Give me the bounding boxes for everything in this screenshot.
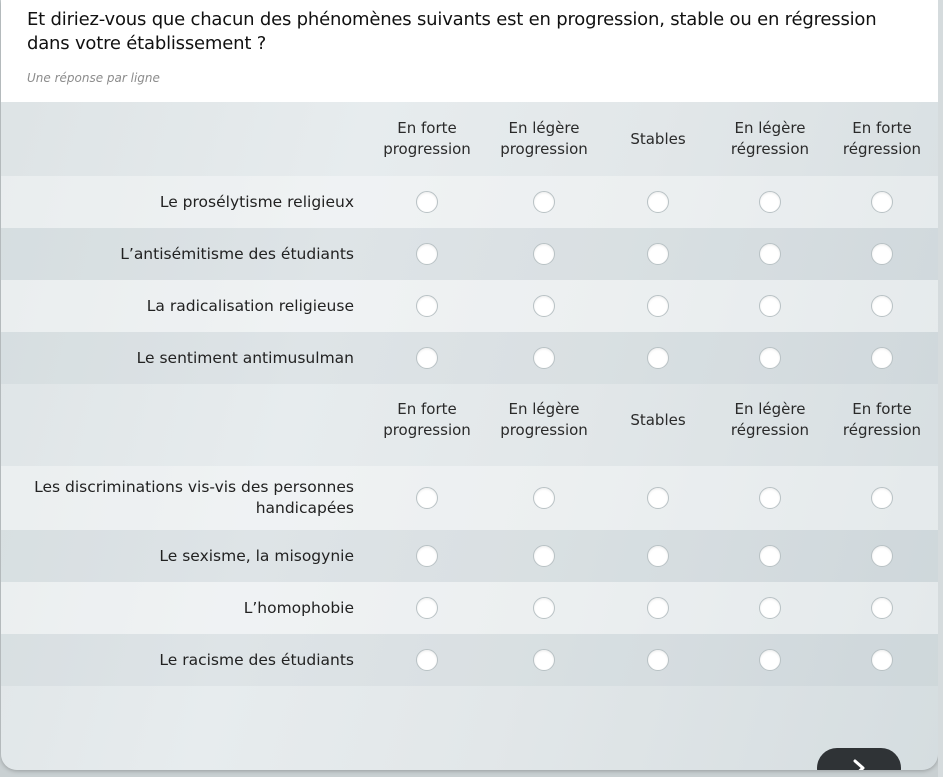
question-row: [1, 530, 938, 582]
question-header: [1, 0, 938, 102]
next-button[interactable]: [817, 748, 901, 770]
radio-option[interactable]: [533, 545, 555, 567]
question-row: [1, 176, 938, 228]
radio-option[interactable]: [416, 295, 438, 317]
radio-option[interactable]: [533, 243, 555, 265]
radio-option[interactable]: [533, 487, 555, 509]
radio-option[interactable]: [871, 295, 893, 317]
radio-option[interactable]: [416, 243, 438, 265]
scrollbar[interactable]: [938, 0, 943, 777]
radio-option[interactable]: [759, 191, 781, 213]
question-row: [1, 332, 938, 384]
radio-option[interactable]: [416, 649, 438, 671]
column-header: En légère progression: [500, 400, 588, 439]
radio-option[interactable]: [416, 487, 438, 509]
row-label: L’homophobie: [243, 598, 354, 617]
question-hint: Une réponse par ligne: [27, 71, 160, 85]
radio-option[interactable]: [533, 347, 555, 369]
radio-option[interactable]: [533, 597, 555, 619]
radio-option[interactable]: [647, 545, 669, 567]
question-row: [1, 280, 938, 332]
radio-option[interactable]: [759, 243, 781, 265]
radio-option[interactable]: [871, 191, 893, 213]
radio-option[interactable]: [647, 243, 669, 265]
radio-option[interactable]: [871, 545, 893, 567]
question-title: Et diriez-vous que chacun des phénomènes suivants est en progression, stable ou en régression dans votre établissement ?: [27, 9, 877, 54]
radio-option[interactable]: [416, 597, 438, 619]
row-label: L’antisémitisme des étudiants: [120, 244, 354, 263]
question-row: [1, 634, 938, 686]
radio-option[interactable]: [871, 649, 893, 671]
radio-option[interactable]: [647, 487, 669, 509]
radio-option[interactable]: [871, 243, 893, 265]
radio-option[interactable]: [871, 347, 893, 369]
column-header: En légère régression: [730, 400, 810, 439]
radio-option[interactable]: [647, 191, 669, 213]
column-header: En forte progression: [383, 400, 471, 439]
row-label: Les discriminations vis-vis des personnes handicapées: [34, 478, 354, 517]
radio-option[interactable]: [647, 649, 669, 671]
radio-option[interactable]: [647, 347, 669, 369]
row-label: Le sentiment antimusulman: [136, 348, 354, 367]
row-label: Le prosélytisme religieux: [159, 192, 354, 211]
radio-option[interactable]: [416, 347, 438, 369]
radio-option[interactable]: [759, 649, 781, 671]
radio-option[interactable]: [759, 487, 781, 509]
row-label: La radicalisation religieuse: [146, 296, 354, 315]
column-header: Stables: [630, 411, 686, 429]
radio-option[interactable]: [759, 545, 781, 567]
question-row: [1, 582, 938, 634]
radio-option[interactable]: [871, 597, 893, 619]
survey-card: [1, 0, 938, 770]
radio-option[interactable]: [759, 295, 781, 317]
radio-option[interactable]: [647, 295, 669, 317]
chevron-right-icon: [849, 758, 869, 770]
column-header: En forte régression: [842, 119, 922, 158]
row-label: Le racisme des étudiants: [159, 650, 354, 669]
radio-option[interactable]: [416, 191, 438, 213]
row-label: Le sexisme, la misogynie: [159, 546, 354, 565]
radio-option[interactable]: [647, 597, 669, 619]
radio-option[interactable]: [533, 295, 555, 317]
column-header: En forte régression: [842, 400, 922, 439]
column-header: En légère progression: [500, 119, 588, 158]
column-header: Stables: [630, 130, 686, 148]
radio-option[interactable]: [871, 487, 893, 509]
question-row: [1, 466, 938, 530]
radio-option[interactable]: [759, 597, 781, 619]
radio-option[interactable]: [533, 191, 555, 213]
radio-option[interactable]: [533, 649, 555, 671]
column-header: En légère régression: [730, 119, 810, 158]
radio-option[interactable]: [759, 347, 781, 369]
column-header: En forte progression: [383, 119, 471, 158]
radio-option[interactable]: [416, 545, 438, 567]
question-row: [1, 228, 938, 280]
